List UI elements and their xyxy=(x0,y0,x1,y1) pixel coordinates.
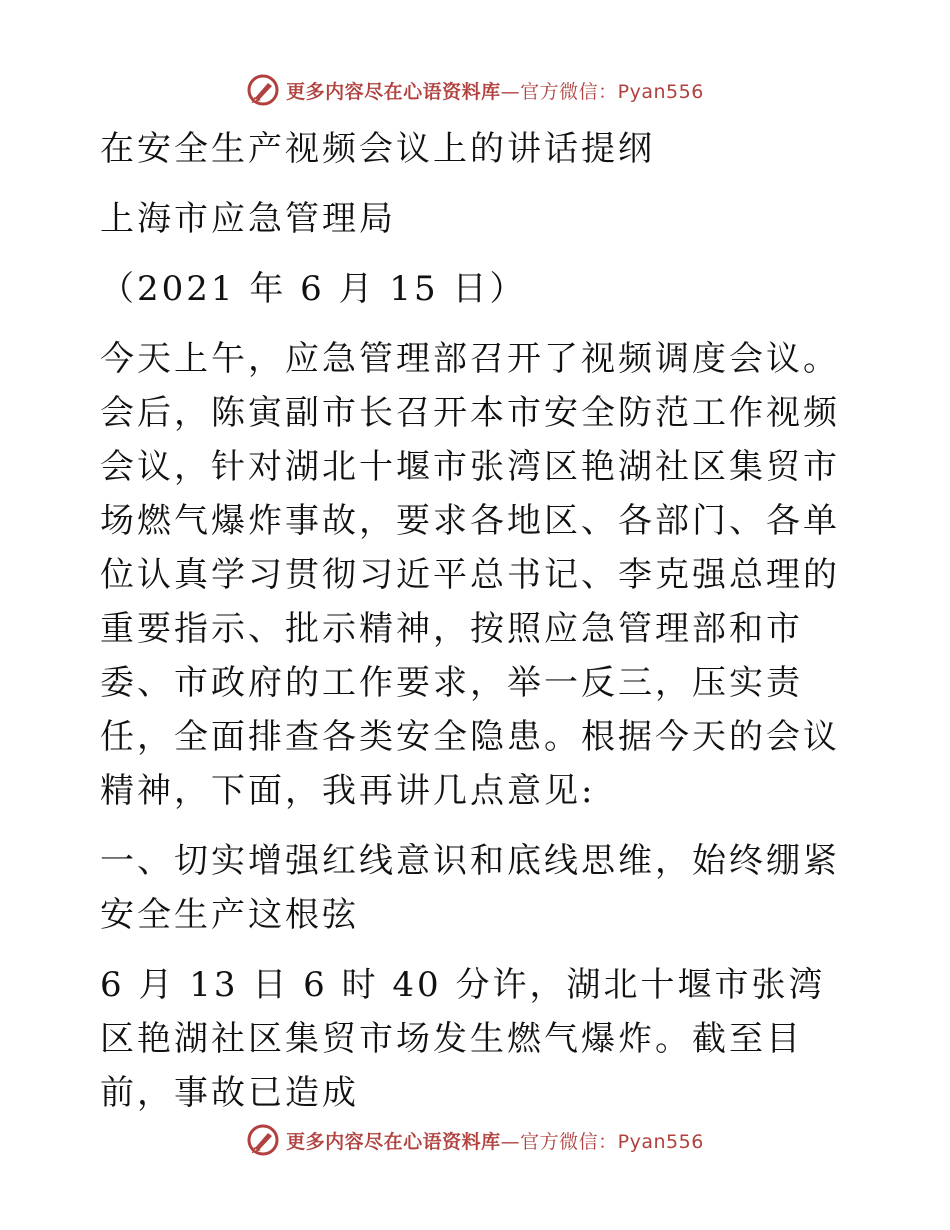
paragraph-2: 6 月 13 日 6 时 40 分许，湖北十堰市张湾区艳湖社区集贸市场发生燃气爆炸。截至目前，事故已造成 xyxy=(100,965,826,1113)
paragraph-1: 今天上午，应急管理部召开了视频调度会议。会后，陈寅副市长召开本市安全防范工作视频会议，针对湖北十堰市张湾区艳湖社区集贸市场燃气爆炸事故，要求各地区、各部门、各单位认真学习贯彻习近平总书记、李克强总理的重要指示、批示精神，按照应急管理部和市委、市政府的工作要求，举一反三，压实责任，全面排查各类安全隐患。根据今天的会议精神，下面，我再讲几点意见: xyxy=(100,339,840,811)
watermark-text: 更多内容尽在心语资料库—官方微信：Pyan556 xyxy=(286,1130,704,1153)
document-body xyxy=(100,122,852,1120)
watermark-banner-bottom xyxy=(0,1120,950,1160)
document-title: 在安全生产视频会议上的讲话提纲 xyxy=(100,129,655,169)
section-heading-1: 一、切实增强红线意识和底线思维，始终绷紧安全生产这根弦 xyxy=(100,841,840,935)
pen-seal-icon xyxy=(246,73,280,107)
document-date: （2021 年 6 月 15 日） xyxy=(100,269,527,309)
watermark-text: 更多内容尽在心语资料库—官方微信：Pyan556 xyxy=(286,80,704,103)
watermark-banner-top xyxy=(0,70,950,110)
document-author: 上海市应急管理局 xyxy=(100,199,396,239)
pen-seal-icon xyxy=(246,1123,280,1157)
